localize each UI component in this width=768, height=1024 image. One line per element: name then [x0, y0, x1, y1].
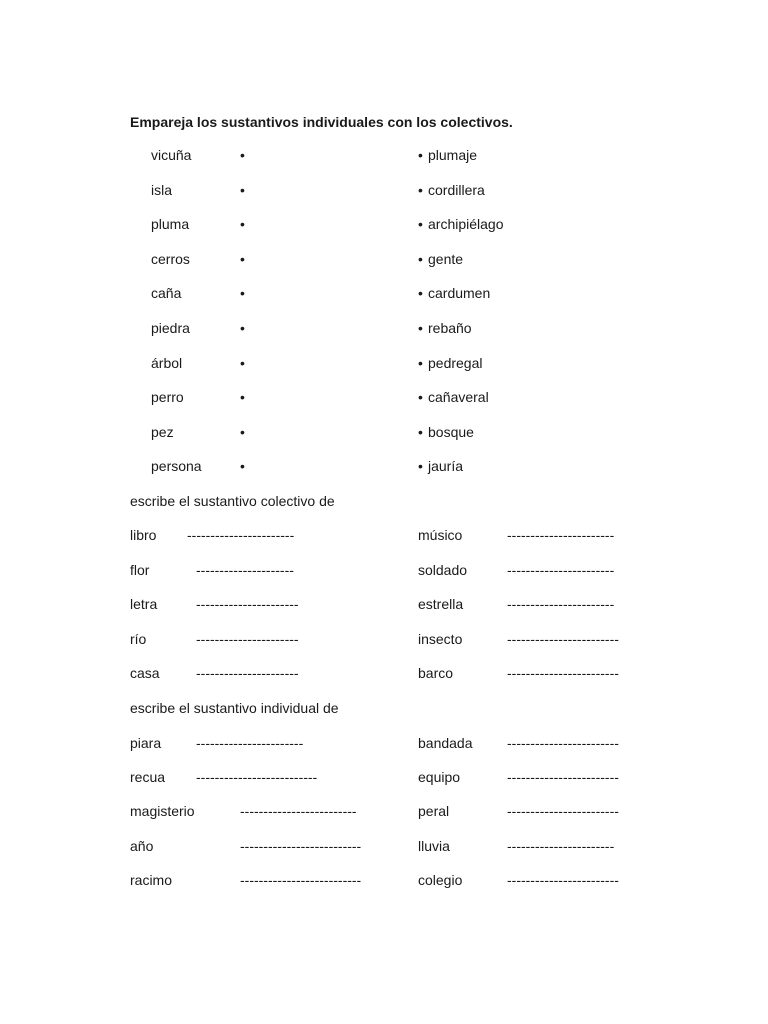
- matching-right-word: archipiélago: [428, 216, 504, 232]
- exercise-word: año: [130, 838, 154, 854]
- matching-right-bullet: •: [418, 320, 423, 336]
- matching-left-word: isla: [151, 182, 173, 198]
- answer-blank: ------------------------: [507, 631, 619, 647]
- matching-left-bullet: •: [240, 182, 245, 198]
- matching-right-word: gente: [428, 251, 464, 267]
- matching-left-bullet: •: [240, 389, 245, 405]
- matching-right-word: cordillera: [428, 182, 485, 198]
- matching-right-word: cañaveral: [428, 389, 489, 405]
- matching-right-bullet: •: [418, 285, 423, 301]
- matching-left-bullet: •: [240, 147, 245, 163]
- matching-right-word: plumaje: [428, 147, 478, 163]
- exercise-word: casa: [130, 665, 160, 681]
- answer-blank: -------------------------: [240, 803, 357, 819]
- answer-blank: -----------------------: [507, 527, 615, 543]
- matching-left-word: árbol: [151, 355, 183, 371]
- exercise-word: río: [130, 631, 147, 647]
- answer-blank: ------------------------: [507, 803, 619, 819]
- exercise-word: magisterio: [130, 803, 195, 819]
- exercise-word: insecto: [418, 631, 463, 647]
- answer-blank: ------------------------: [507, 872, 619, 888]
- exercise-word: barco: [418, 665, 454, 681]
- exercise-word: libro: [130, 527, 157, 543]
- matching-right-word: rebaño: [428, 320, 472, 336]
- exercise-word: soldado: [418, 562, 468, 578]
- exercise-word: lluvia: [418, 838, 450, 854]
- matching-left-bullet: •: [240, 285, 245, 301]
- matching-right-word: bosque: [428, 424, 474, 440]
- answer-blank: ----------------------: [196, 665, 299, 681]
- exercise-word: estrella: [418, 596, 464, 612]
- matching-left-bullet: •: [240, 424, 245, 440]
- worksheet-title: Empareja los sustantivos individuales con los colectivos.: [130, 114, 513, 130]
- answer-blank: ----------------------: [196, 596, 299, 612]
- answer-blank: --------------------------: [240, 872, 362, 888]
- exercise-word: colegio: [418, 872, 463, 888]
- matching-right-bullet: •: [418, 251, 423, 267]
- matching-right-word: jauría: [428, 458, 464, 474]
- answer-blank: -----------------------: [507, 596, 615, 612]
- matching-left-bullet: •: [240, 355, 245, 371]
- matching-right-bullet: •: [418, 216, 423, 232]
- matching-left-word: vicuña: [151, 147, 192, 163]
- matching-right-word: pedregal: [428, 355, 483, 371]
- matching-left-word: caña: [151, 285, 182, 301]
- matching-left-word: piedra: [151, 320, 190, 336]
- matching-right-bullet: •: [418, 424, 423, 440]
- answer-blank: -----------------------: [187, 527, 295, 543]
- answer-blank: -----------------------: [507, 562, 615, 578]
- exercise-word: bandada: [418, 735, 473, 751]
- answer-blank: ------------------------: [507, 769, 619, 785]
- matching-right-bullet: •: [418, 147, 423, 163]
- matching-left-word: persona: [151, 458, 202, 474]
- matching-left-bullet: •: [240, 251, 245, 267]
- answer-blank: --------------------------: [196, 769, 318, 785]
- matching-right-bullet: •: [418, 389, 423, 405]
- exercise-word: recua: [130, 769, 166, 785]
- answer-blank: -----------------------: [196, 735, 304, 751]
- matching-right-bullet: •: [418, 458, 423, 474]
- exercise-word: piara: [130, 735, 162, 751]
- matching-left-word: pez: [151, 424, 174, 440]
- matching-left-bullet: •: [240, 320, 245, 336]
- answer-blank: ------------------------: [507, 665, 619, 681]
- answer-blank: ----------------------: [196, 631, 299, 647]
- exercise-word: letra: [130, 596, 158, 612]
- matching-right-bullet: •: [418, 182, 423, 198]
- matching-left-word: perro: [151, 389, 184, 405]
- exercise-word: equipo: [418, 769, 461, 785]
- answer-blank: -----------------------: [507, 838, 615, 854]
- matching-left-bullet: •: [240, 458, 245, 474]
- matching-left-word: pluma: [151, 216, 190, 232]
- answer-blank: ---------------------: [196, 562, 294, 578]
- section-heading-colectivo: escribe el sustantivo colectivo de: [130, 493, 335, 509]
- answer-blank: ------------------------: [507, 735, 619, 751]
- matching-left-bullet: •: [240, 216, 245, 232]
- matching-right-bullet: •: [418, 355, 423, 371]
- exercise-word: músico: [418, 527, 463, 543]
- section-heading-individual: escribe el sustantivo individual de: [130, 700, 339, 716]
- exercise-word: peral: [418, 803, 450, 819]
- answer-blank: --------------------------: [240, 838, 362, 854]
- exercise-word: racimo: [130, 872, 173, 888]
- matching-left-word: cerros: [151, 251, 190, 267]
- exercise-word: flor: [130, 562, 150, 578]
- matching-right-word: cardumen: [428, 285, 491, 301]
